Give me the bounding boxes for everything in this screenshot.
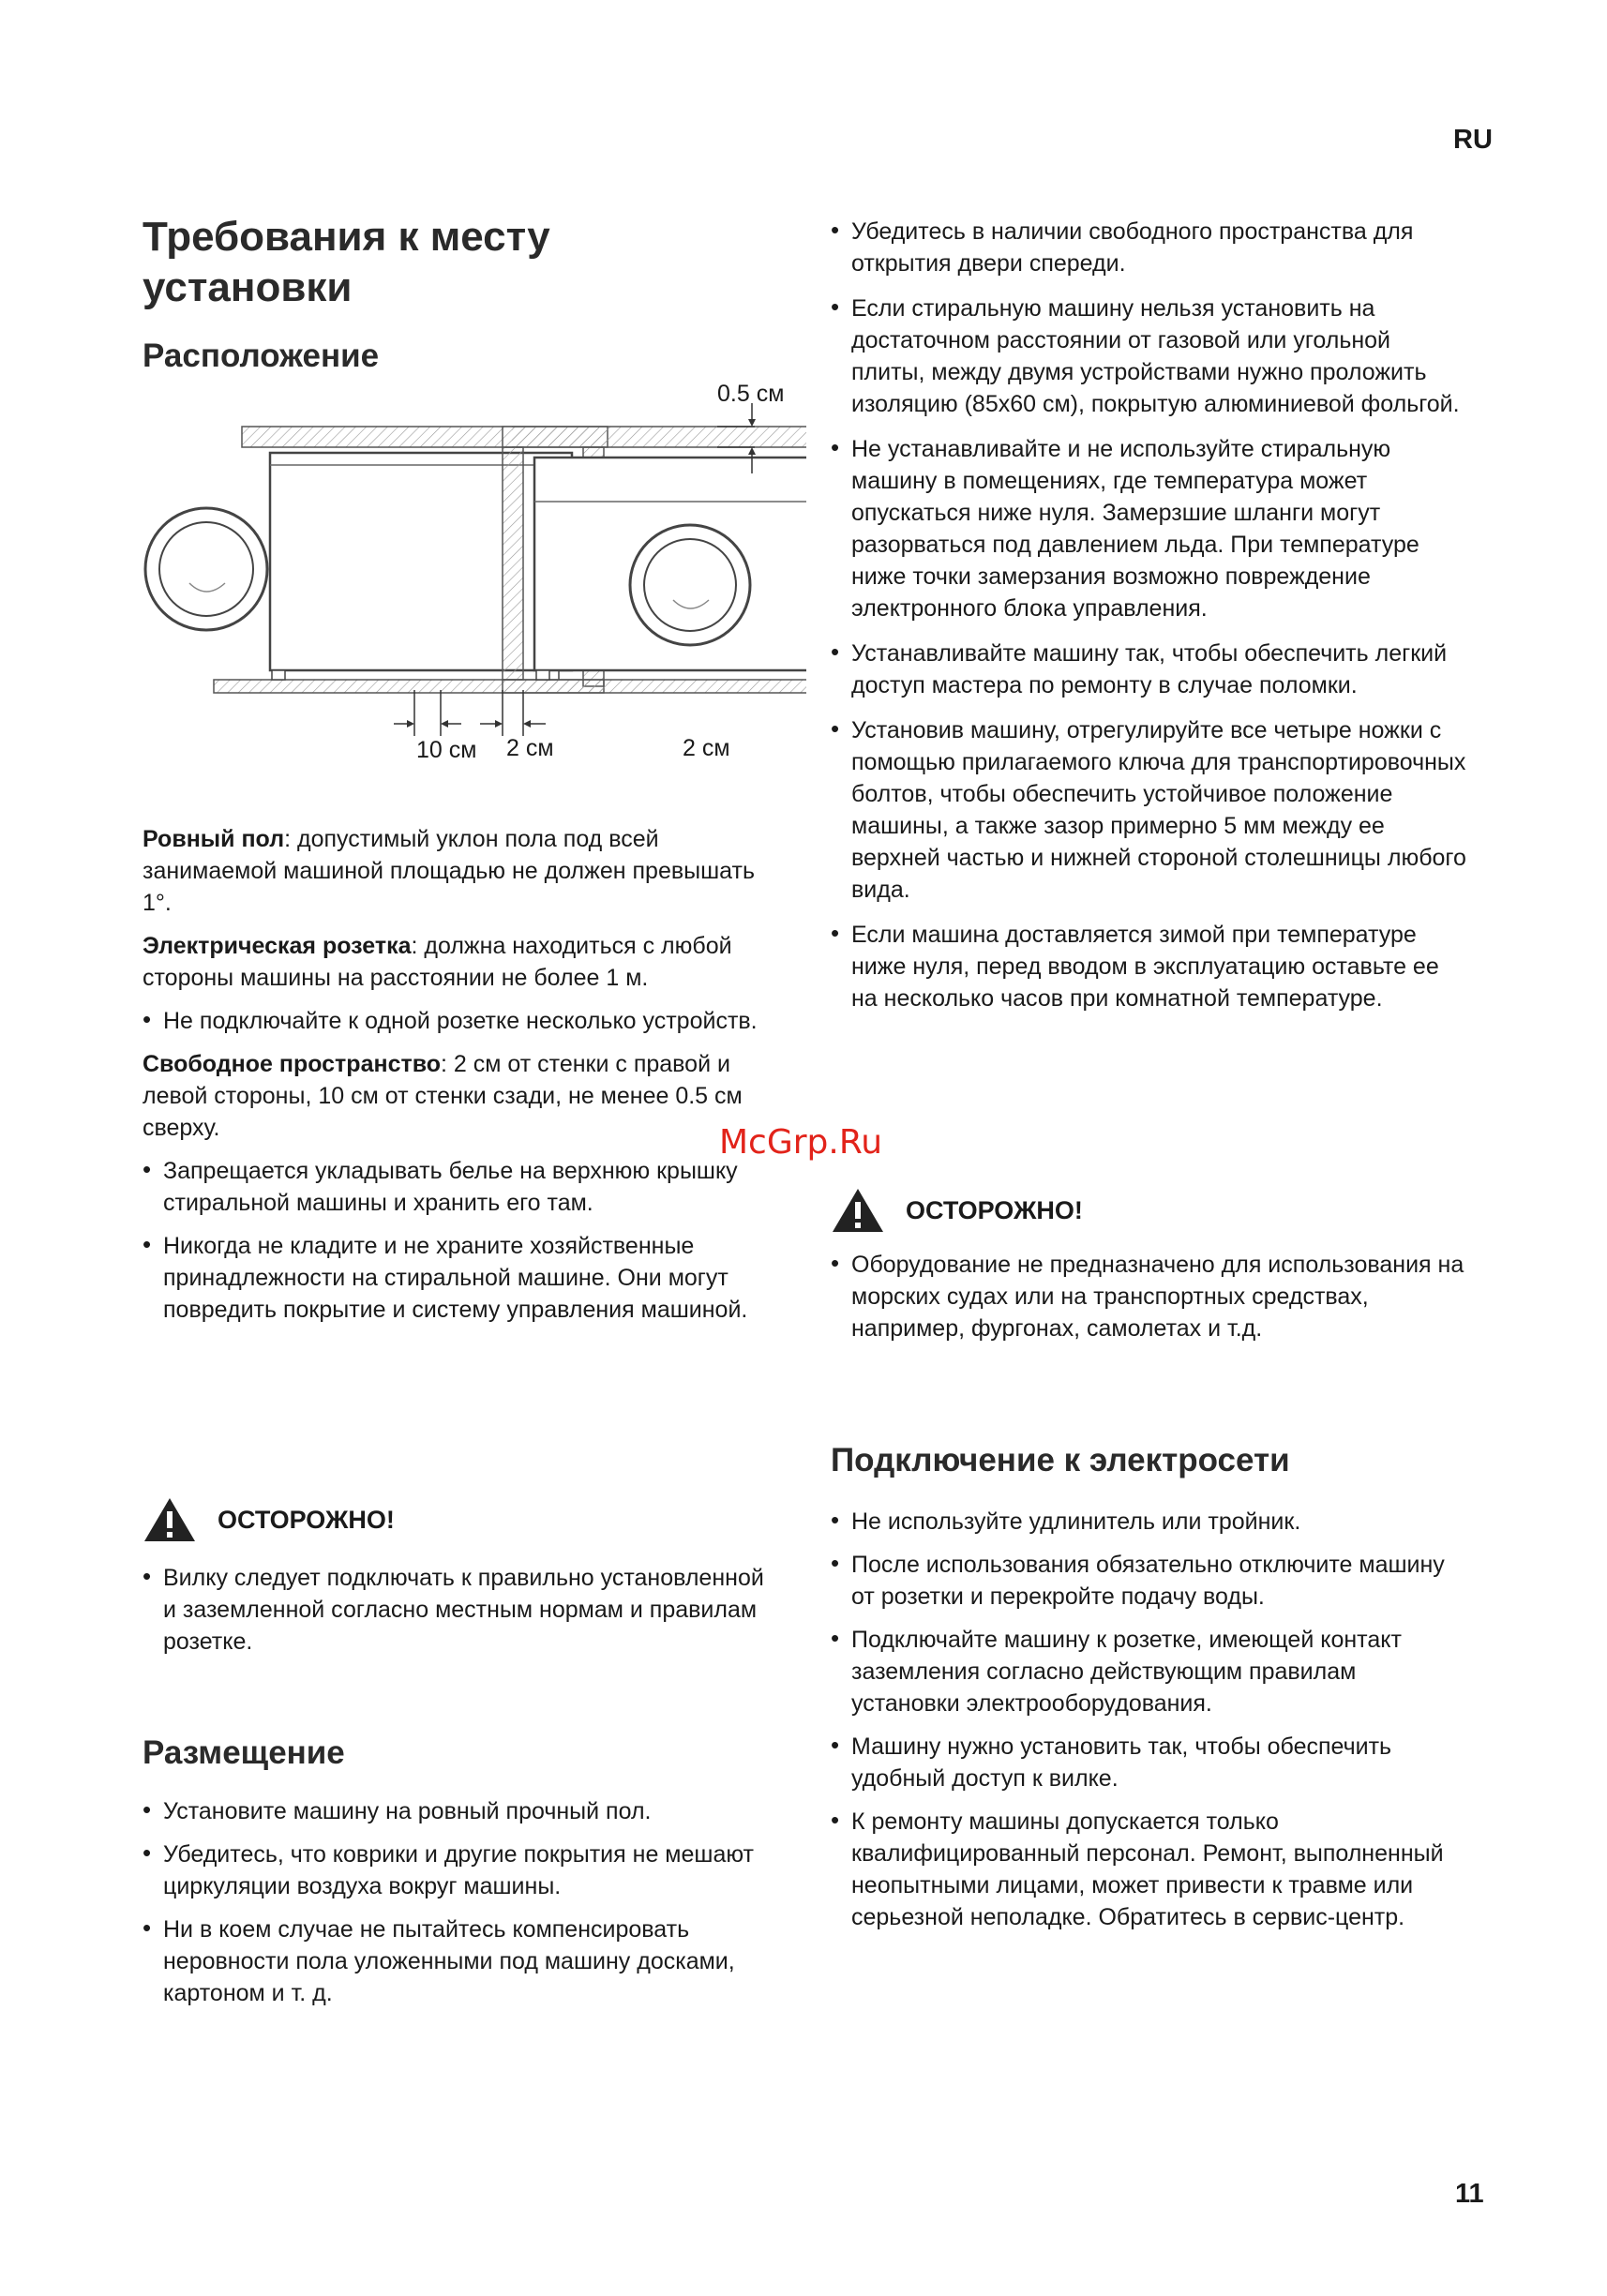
electric-bullet-5: • К ремонту машины допускается только квалифицированный персонал. Ремонт, выполненный неопытными лицами, может привести к травме или серьезной неполадке. Обратитесь в сервис-центр. (831, 1806, 1468, 1933)
side-wall-left (503, 447, 523, 680)
floor-text: : допустимый уклон пола под всей занимаемой машиной площадью не должен превышать 1°. (143, 826, 756, 916)
warning-icon (143, 1496, 197, 1543)
placement-bullet-1: • Установите машину на ровный прочный пол. (143, 1795, 780, 1827)
top-gap-label: 0.5 см (717, 381, 785, 407)
electric-bullet-3: • Подключайте машину к розетке, имеющей контакт заземления согласно действующим правилам установки электрооборудования. (831, 1624, 1468, 1719)
space-label: Свободное пространство (143, 1051, 442, 1077)
left-column (143, 823, 780, 1326)
right-bullet-6: • Если машина доставляется зимой при температуре ниже нуля, перед вводом в эксплуатацию оставьте ее на несколько часов при комнатной температуре. (831, 919, 1468, 1014)
space-text: : 2 см от стенки с правой и левой стороны, 10 см от стенки сзади, не менее 0.5 см сверху. (143, 1051, 743, 1141)
watermark: McGrp.Ru (719, 1123, 883, 1162)
right-warning-bullet: • Оборудование не предназначено для использования на морских судах или на транспортных средствах, например, фургонах, самолетах и т.д. (831, 1249, 1468, 1344)
placement-heading: Размещение (143, 1734, 345, 1771)
placement-bullet-3: • Ни в коем случае не пытайтесь компенсировать неровности пола уложенными под машину досками, картоном и т. д. (143, 1913, 780, 2009)
electric-heading: Подключение к электросети (831, 1442, 1290, 1478)
left-warning-title: ОСТОРОЖНО! (218, 1505, 395, 1534)
warning-icon (831, 1187, 885, 1234)
space-bullet-2: • Никогда не кладите и не храните хозяйственные принадлежности на стиральной машине. Они могут повредить покрытие и систему управления машиной. (143, 1230, 780, 1326)
electric-bullet-1: • Не используйте удлинитель или тройник. (831, 1506, 1468, 1538)
page-title: Требования к месту установки (143, 214, 550, 310)
floor-right (503, 680, 806, 693)
right-warning-title: ОСТОРОЖНО! (906, 1195, 1083, 1224)
left-warning-body (143, 1562, 780, 1658)
electric-bullet-4: • Машину нужно установить так, чтобы обеспечить удобный доступ к вилке. (831, 1731, 1468, 1794)
electric-bullet-2: • После использования обязательно отключите машину от розетки и перекройте подачу воды. (831, 1549, 1468, 1613)
location-heading: Расположение (143, 338, 380, 374)
machine-body-left (270, 453, 572, 670)
floor-label: Ровный пол (143, 826, 285, 852)
language-code: RU (1453, 125, 1493, 155)
left-warning-bullet: • Вилку следует подключать к правильно установленной и заземленной согласно местным нормам и правилам розетке. (143, 1562, 780, 1658)
electric-list (831, 1506, 1468, 1933)
side-gap-right-label: 2 см (683, 735, 730, 761)
placement-list (143, 1795, 780, 2009)
back-gap-label: 10 см (416, 737, 477, 763)
socket-paragraph (143, 930, 780, 994)
right-bullet-4: • Устанавливайте машину так, чтобы обеспечить легкий доступ мастера по ремонту в случае поломки. (831, 638, 1468, 701)
right-column (831, 216, 1468, 1014)
left-warning-header (143, 1496, 395, 1543)
right-bullet-3: • Не устанавливайте и не используйте стиральную машину в помещениях, где температура может опускаться ниже нуля. Замерзшие шланги могут разорваться под давлением льда. При температуре ниже точки замерзания возможно повреждение электронного блока управления. (831, 433, 1468, 624)
installation-diagram-svg (131, 375, 806, 778)
right-warning-header (831, 1187, 1083, 1234)
space-paragraph (143, 1048, 780, 1144)
right-warning-body (831, 1249, 1468, 1344)
right-bullet-2: • Если стиральную машину нельзя установить на достаточном расстоянии от газовой или угольной плиты, между двумя устройствами нужно проложить изоляцию (85x60 см), покрытую алюминиевой фольгой. (831, 293, 1468, 420)
side-gap-left-label: 2 см (506, 735, 554, 761)
placement-bullet-2: • Убедитесь, что коврики и другие покрытия не мешают циркуляции воздуха вокруг машины. (143, 1838, 780, 1902)
socket-bullet: • Не подключайте к одной розетке несколько устройств. (143, 1005, 780, 1037)
socket-label: Электрическая розетка (143, 933, 412, 959)
page-number: 11 (1455, 2179, 1484, 2209)
installation-diagram (131, 375, 806, 778)
right-bullet-5: • Установив машину, отрегулируйте все четыре ножки с помощью прилагаемого ключа для транспортировочных болтов, чтобы обеспечить устойчивое положение машины, а также зазор примерно 5 мм между ее верхней частью и нижней стороной столешницы любого вида. (831, 714, 1468, 906)
socket-text: : должна находиться с любой стороны машины на расстоянии не более 1 м. (143, 933, 732, 991)
floor-paragraph (143, 823, 780, 919)
right-bullet-1: • Убедитесь в наличии свободного пространства для открытия двери спереди. (831, 216, 1468, 279)
space-bullet-1: • Запрещается укладывать белье на верхнюю крышку стиральной машины и хранить его там. (143, 1155, 780, 1219)
